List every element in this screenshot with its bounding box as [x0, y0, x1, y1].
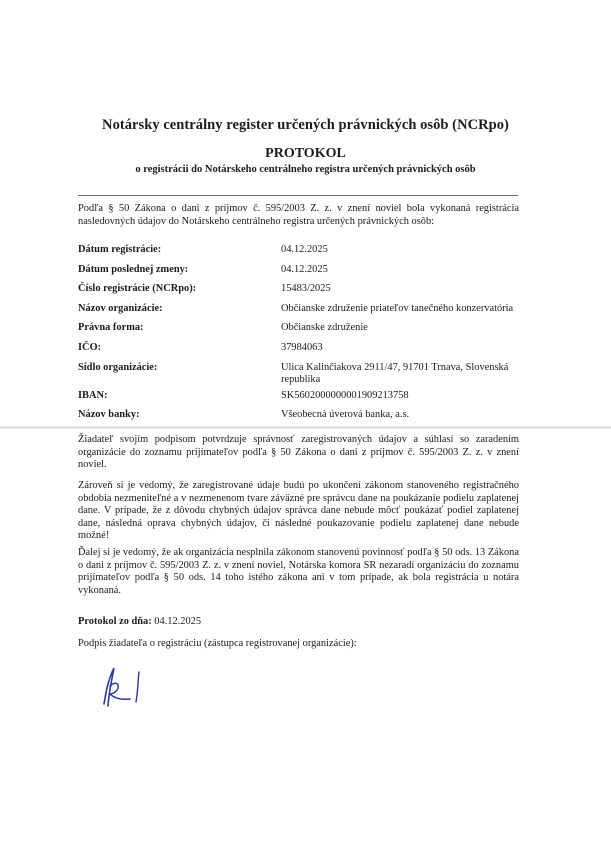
intro-paragraph: Podľa § 50 Zákona o dani z príjmov č. 595/2003 Z. z. v znení noviel bola vykonaná registrácia nasledovných údajov do Notárskeho centrálneho registra určených právnických osôb:: [78, 203, 519, 227]
field-value: 04.12.2025: [281, 263, 328, 275]
field-registration-number: [78, 283, 528, 303]
field-address: [78, 362, 528, 390]
signature-label: Podpis žiadateľa o registráciu (zástupca registrovanej organizácie):: [78, 638, 357, 649]
awareness-paragraph: Zároveň si je vedomý, že zaregistrované údaje budú po ukončení zákonom stanoveného registračného obdobia nezmeniteľné a v nezmenenom tvare záväzné pre správcu dane na poukázanie podielu zaplatenej dane. V prípade, že z dôvodu chybných údajov správca dane nebude môcť poukázať podiel zaplatenej dane, následná oprava chybných údajov, či následné poukazovanie podielu zaplatenej dane nebude možné!: [78, 480, 519, 542]
field-value: 37984063: [281, 341, 323, 353]
field-label: IBAN:: [78, 389, 108, 401]
protocol-date: [78, 616, 201, 627]
paper-fold-line: [0, 426, 611, 429]
field-iban: [78, 390, 528, 410]
register-title: Notársky centrálny register určených právnických osôb (NCRpo): [102, 117, 509, 133]
field-value: Všeobecná úverová banka, a.s.: [281, 409, 410, 421]
field-label: IČO:: [78, 341, 102, 353]
field-last-change-date: [78, 264, 528, 284]
further-paragraph: Ďalej si je vedomý, že ak organizácia nesplnila zákonom stanovenú povinnosť podľa § 50 ods. 13 Zákona o dani z príjmov č. 595/2003 Z. z. v znení noviel, Notárska komora SR nezaradí organizáciu do zoznamu prijímateľov podľa § 50 ods. 14 toho istého zákona ani v tom prípade, ak bola registrácia u notára vykonaná.: [78, 547, 519, 596]
protocol-subheading: o registrácii do Notárskeho centrálneho registra určených právnických osôb: [135, 164, 476, 175]
protocol-heading: PROTOKOL: [265, 146, 346, 161]
protocol-date-label: Protokol zo dňa:: [78, 616, 152, 627]
field-ico: [78, 342, 528, 362]
field-label: Dátum registrácie:: [78, 244, 162, 255]
field-value: 04.12.2025: [281, 244, 328, 255]
divider: [78, 195, 518, 196]
field-label: Sídlo organizácie:: [78, 361, 158, 373]
field-organization-name: [78, 303, 528, 323]
protocol-date-value: 04.12.2025: [151, 616, 202, 627]
field-legal-form: [78, 322, 528, 342]
consent-paragraph: Žiadateľ svojím podpisom potvrdzuje správnosť zaregistrovaných údajov a súhlasí so zaradením organizácie do zoznamu prijímateľov podľa § 50 Zákona o dani z príjmov č. 595/2003 Z. z. v znení noviel.: [78, 434, 519, 471]
field-value: Občianske združenie: [281, 322, 368, 334]
field-value: SK5602000000001909213758: [281, 389, 409, 401]
field-registration-date: [78, 244, 528, 264]
field-value: 15483/2025: [281, 283, 331, 295]
field-value: Ulica Kalinčiakova 2911/47, 91701 Trnava, Slovenská republika: [281, 361, 509, 386]
field-label: Názov organizácie:: [78, 302, 163, 314]
field-value: Občianske združenie priateľov tanečného konzervatória: [281, 302, 514, 314]
field-label: Číslo registrácie (NCRpo):: [78, 283, 197, 295]
registration-fields: [78, 244, 528, 429]
field-label: Dátum poslednej zmeny:: [78, 263, 189, 275]
field-label: Názov banky:: [78, 409, 140, 421]
handwritten-signature: [92, 662, 152, 712]
field-label: Právna forma:: [78, 322, 144, 334]
